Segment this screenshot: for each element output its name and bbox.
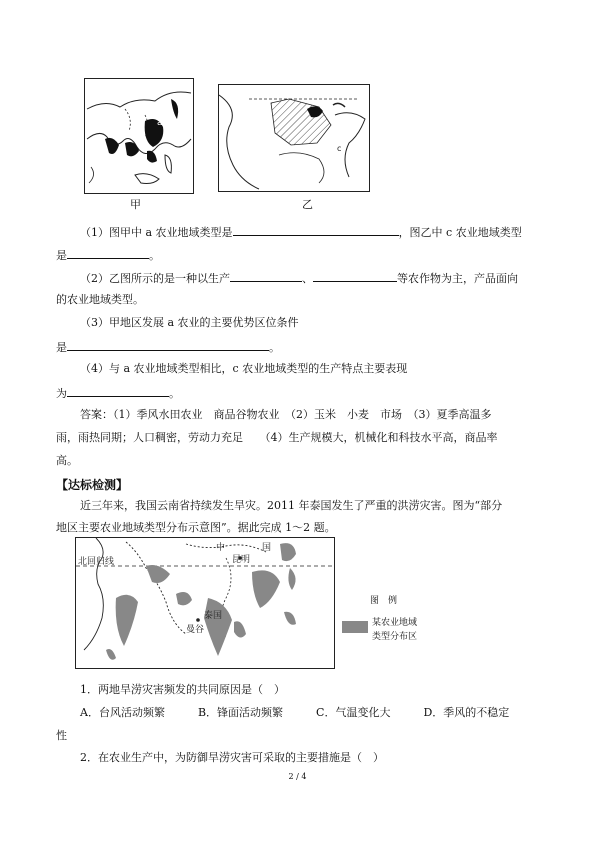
north-america-map-drawing <box>219 85 369 191</box>
bangkok-label: 曼谷 <box>186 625 205 635</box>
legend-item-2: 类型分布区 <box>372 632 418 642</box>
q2-blank-1[interactable] <box>230 270 302 282</box>
q3-line1: （3）甲地区发展 a 农业的主要优势区位条件 <box>80 316 299 329</box>
q2-line2: 的农业地域类型。 <box>56 293 144 306</box>
q1-blank-c[interactable] <box>67 247 149 259</box>
label-a: a <box>157 118 163 128</box>
intro-line2: 地区主要农业地域类型分布示意图”。据此完成 1～2 题。 <box>56 521 336 534</box>
kunming-label: 昆明 <box>232 555 251 565</box>
thailand-label: 泰国 <box>204 611 223 621</box>
china-label-2: 国 <box>262 543 272 553</box>
legend-item-1: 某农业地域 <box>372 618 418 628</box>
caption-jia: 甲 <box>130 198 141 211</box>
q1-line1: （1）图甲中 a 农业地域类型是 ，图乙中 c 农业地域类型 <box>80 226 522 239</box>
legend-swatch <box>342 621 368 633</box>
q2-line1: （2）乙图所示的是一种以生产 、 等农作物为主，产品面向 <box>80 272 518 285</box>
south-asia-map-drawing <box>76 538 334 668</box>
bangkok-dot <box>196 618 200 622</box>
china-label-1: 中 <box>216 543 226 553</box>
q1-line2: 是 。 <box>56 249 160 262</box>
label-c: c <box>337 144 342 153</box>
section-heading: 【达标检测】 <box>56 478 129 492</box>
q2-blank-2[interactable] <box>313 270 397 282</box>
mc-q1-cont: 性 <box>56 729 67 742</box>
legend <box>340 593 440 653</box>
map-region <box>75 537 335 669</box>
tropic-label: 北回归线 <box>78 557 115 567</box>
q4-line2: 为 。 <box>56 387 180 400</box>
intro-line1: 近三年来，我国云南省持续发生旱灾。2011 年泰国发生了严重的洪涝灾害。图为“部分 <box>80 499 503 512</box>
q4-blank[interactable] <box>67 385 169 397</box>
mc-q1: 1．两地旱涝灾害频发的共同原因是（ ） <box>80 683 285 696</box>
map-jia <box>84 78 194 194</box>
mc-q1-options: A．台风活动频繁 B．锋面活动频繁 C．气温变化大 D．季风的不稳定 <box>80 706 510 719</box>
map-yi <box>218 84 370 192</box>
answer-line3: 高。 <box>56 454 78 467</box>
q3-line2: 是 。 <box>56 341 280 354</box>
asia-map-drawing <box>85 79 193 193</box>
q3-blank[interactable] <box>67 339 269 351</box>
answer-line1: 答案：（1）季风水田农业 商品谷物农业 （2）玉米 小麦 市场 （3）夏季高温多 <box>80 408 492 421</box>
page-number: 2 / 4 <box>288 772 307 781</box>
legend-title: 图 例 <box>370 596 398 606</box>
q1-blank-a[interactable] <box>233 224 399 236</box>
caption-yi: 乙 <box>302 198 313 211</box>
mc-q2: 2．在农业生产中，为防御旱涝灾害可采取的主要措施是（ ） <box>80 751 384 764</box>
answer-line2: 雨，雨热同期；人口稠密，劳动力充足 （4）生产规模大，机械化和科技水平高，商品率 <box>56 431 498 444</box>
q4-line1: （4）与 a 农业地域类型相比，c 农业地域类型的生产特点主要表现 <box>80 362 408 375</box>
